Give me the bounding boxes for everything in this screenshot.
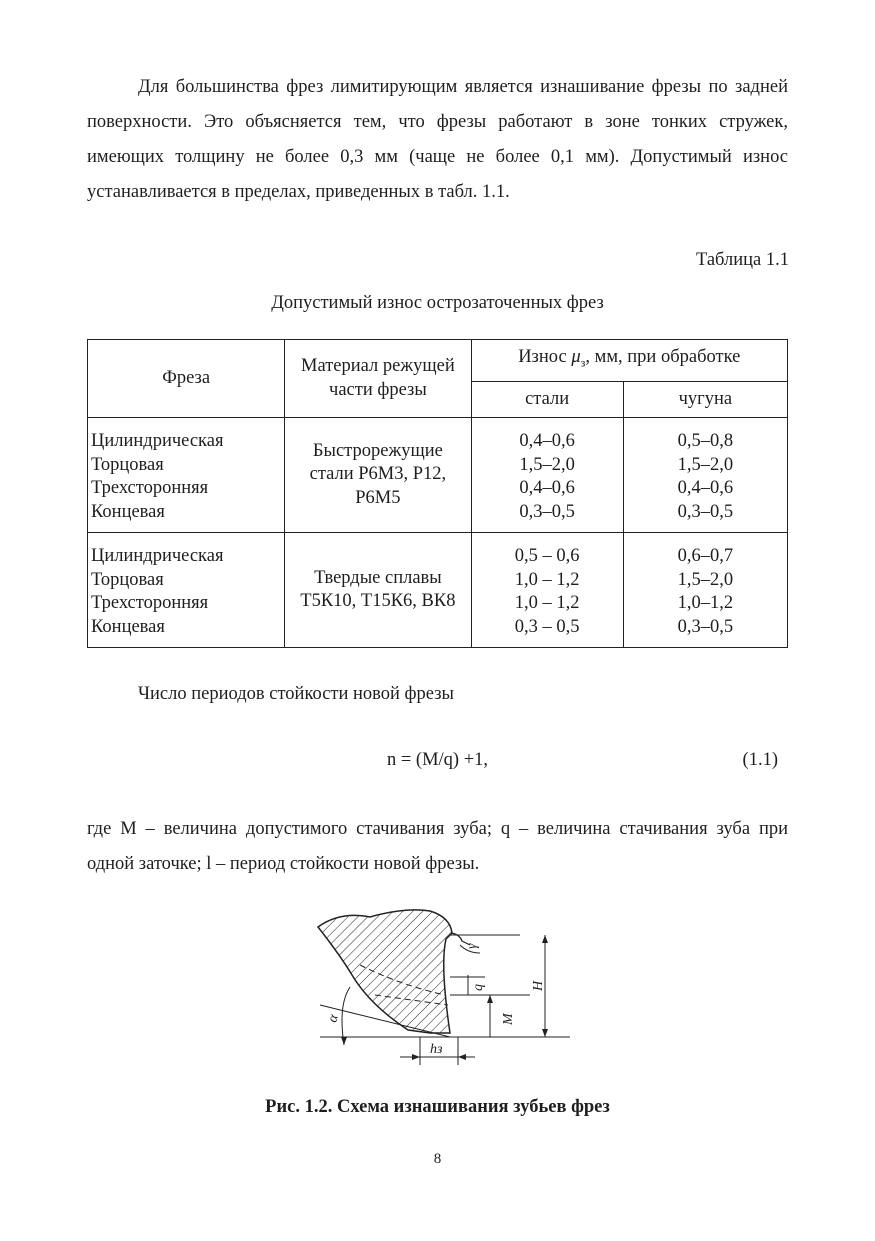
page-number: 8: [433, 1151, 442, 1167]
tooth-body: [318, 910, 452, 1033]
header-wear: Износ $\mu_з$, мм, при обработке: [471, 340, 787, 382]
alpha-label: α: [325, 1013, 342, 1025]
wear-table: [87, 339, 788, 648]
formula: n = (M/q) +1,: [386, 750, 489, 770]
table-number: Таблица 1.1: [696, 250, 789, 270]
material-cell: Быстрорежущие стали Р6М3, Р12, Р6М5: [285, 418, 471, 533]
table-title: Допустимый износ острозаточенных фрез: [271, 293, 604, 313]
intro-paragraph: Для большинства фрез лимитирующим является изнашивание фрезы по задней поверхности. Это объясняется тем, что фрезы работают в зоне тонких стружек, имеющих толщину не более 0,3 мм (чаще не более 0,1 мм). Допустимый износ устанавливается в пределах, приведенных в табл. 1.1.: [87, 77, 788, 202]
M-label: M: [501, 1013, 516, 1025]
steel-values: 0,5 – 0,6 1,0 – 1,2 1,0 – 1,2 0,3 – 0,5: [471, 533, 623, 648]
hz-label: hз: [430, 1042, 443, 1057]
header-cast-iron: чугуна: [623, 382, 787, 418]
tooth-wear-diagram: [300, 905, 570, 1077]
steel-values: 0,4–0,6 1,5–2,0 0,4–0,6 0,3–0,5: [471, 418, 623, 533]
formula-number: (1.1): [742, 750, 778, 770]
figure-caption: Рис. 1.2. Схема изнашивания зубьев фрез: [265, 1097, 610, 1117]
cast-iron-values: 0,5–0,8 1,5–2,0 0,4–0,6 0,3–0,5: [623, 418, 787, 533]
table-row: [88, 418, 788, 533]
gamma-label: γ: [465, 943, 480, 949]
table-row: [88, 533, 788, 648]
cutter-list: Цилиндрическая Торцовая Трехсторонняя Концевая: [88, 533, 285, 648]
header-material: Материал режущей части фрезы: [285, 340, 471, 418]
cutter-list: Цилиндрическая Торцовая Трехсторонняя Концевая: [88, 418, 285, 533]
H-label: H: [531, 980, 546, 991]
cast-iron-values: 0,6–0,7 1,5–2,0 1,0–1,2 0,3–0,5: [623, 533, 787, 648]
material-cell: Твердые сплавы Т5К10, Т15К6, ВК8: [285, 533, 471, 648]
q-label: q: [471, 984, 486, 991]
periods-paragraph: Число периодов стойкости новой фрезы: [138, 684, 454, 704]
header-cutter: Фреза: [88, 340, 285, 418]
header-steel: стали: [471, 382, 623, 418]
alpha-arc: [342, 987, 350, 1045]
definitions-paragraph: где M – величина допустимого стачивания зуба; q – величина стачивания зуба при одной заточке; l – период стойкости новой фрезы.: [87, 819, 788, 874]
